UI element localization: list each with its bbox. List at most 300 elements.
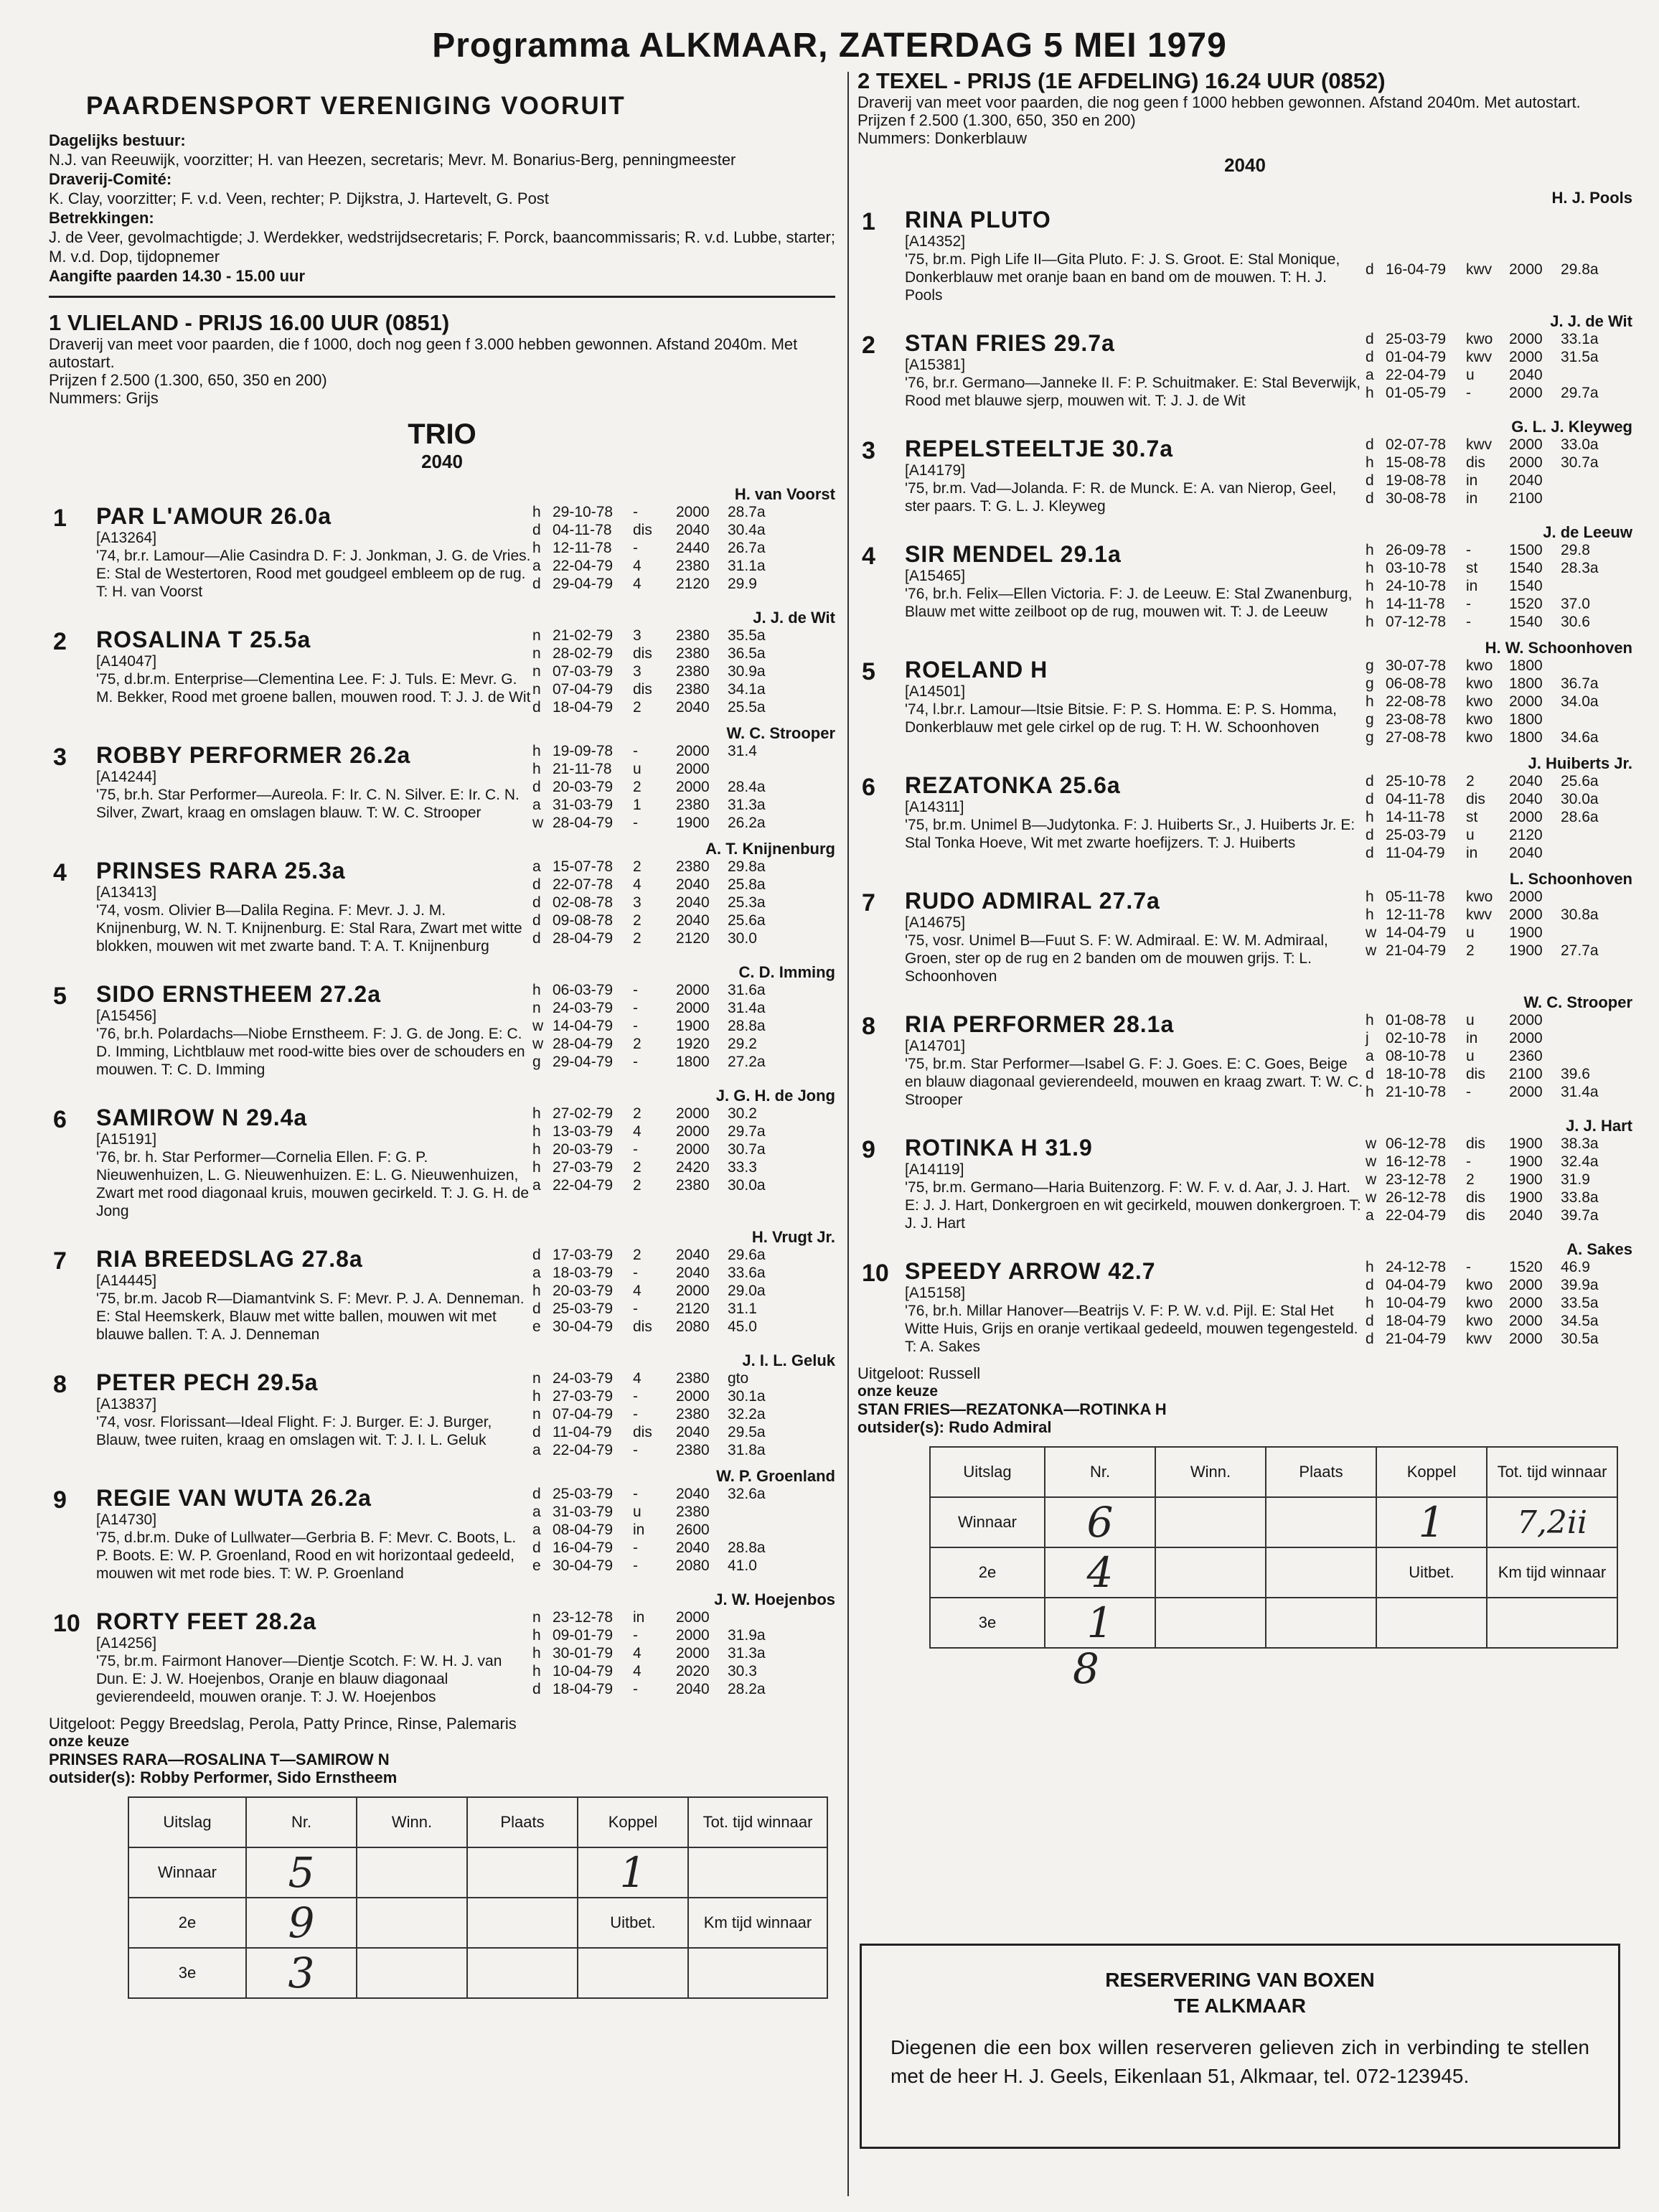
result-cell: h [532,1388,541,1405]
horse-info [96,1105,532,1220]
horse-description: '75, br.m. Star Performer—Isabel G. F: J. Goes. E: C. Goes, Beige en blauw diagonaal gevierendeeld, mouwen en kraag zwart. T: W. C. Strooper [905,1056,1363,1108]
horse-info [96,1369,532,1459]
result-row [532,503,835,521]
race1-footer [49,1715,835,1786]
result-cell: d [1366,490,1374,507]
result-cell [1561,207,1607,225]
result-cell: 2000 [1509,261,1543,278]
hdr2-winn: Winn. [1155,1447,1266,1497]
result-cell: 29.8a [728,858,766,875]
horse-driver: J. de Leeuw [1543,523,1632,541]
result-row [1366,924,1632,942]
result-row [1366,1189,1632,1206]
result-cell: 28.2a [728,1681,766,1697]
cell-2e-winn[interactable] [357,1898,467,1948]
result-cell: h [532,982,541,998]
result-cell: 29.7a [728,1123,766,1140]
result-cell: 29.2 [728,1036,757,1052]
horse-number: 1 [53,505,67,532]
horse-info [905,772,1366,862]
cell-3e-koppel[interactable] [578,1948,688,1998]
result-cell: 34.5a [1561,1313,1599,1329]
race1-uitgeloot: Uitgeloot: Peggy Breedslag, Perola, Patty Prince, Rinse, Palemaris [49,1715,517,1733]
hand2-nr-1[interactable] [1045,1497,1155,1547]
result-cell: kwo [1466,1313,1493,1329]
result-row [532,894,835,911]
result-cell: d [532,1486,541,1502]
horse-results [1366,657,1632,746]
hand-koppel[interactable] [578,1847,688,1898]
horse-code: [A14179] [905,462,966,479]
result-cell: 33.0a [1561,436,1599,453]
betrek-label: Betrekkingen: [49,209,154,227]
horse-code: [A14730] [96,1512,157,1528]
result-cell [1509,207,1561,225]
result-cell: 39.7a [1561,1207,1599,1224]
result-row [1366,888,1632,906]
horse-description: '75, d.br.m. Duke of Lullwater—Gerbria B. F: Mevr. C. Boots, L. P. Boots. E: W. P. Groenland, Rood en wit horizontaal gedeeld, mouwen wit met rode bies. T: W. P. Groenland [96,1529,517,1582]
result-cell: - [633,1301,638,1317]
result-cell: h [1366,614,1374,630]
result-cell: 30-04-79 [553,1557,614,1574]
horse-body [905,524,1632,631]
result-cell: 31.6a [728,982,766,998]
hand2-koppel[interactable] [1376,1497,1487,1547]
result-cell: 28-04-79 [553,1036,614,1052]
result-cell: 2120 [676,576,710,592]
horse-number: 3 [53,744,67,771]
result-cell: a [532,1265,541,1281]
result-row [1366,1330,1632,1348]
result-row [1366,1083,1632,1101]
result-row [532,1017,835,1035]
result-cell: 1900 [1509,1189,1543,1206]
result-cell: w [1366,924,1377,941]
cell-2e-plaats[interactable] [467,1898,578,1948]
handwritten-6: 6 [1086,1498,1114,1547]
result-cell: d [1366,1331,1374,1347]
cell2-2e-winn[interactable] [1155,1547,1266,1598]
result-cell: 23-12-78 [553,1609,614,1626]
result-row [1366,844,1632,862]
result-cell: u [1466,1048,1475,1064]
result-cell: 24-03-79 [553,1000,614,1016]
result-cell: d [532,912,541,929]
cell-3e-tot[interactable] [688,1948,827,1998]
horse-number: 8 [862,1013,875,1040]
cell-uitbet: Uitbet. [578,1898,688,1948]
hdr-koppel: Koppel [578,1797,688,1847]
result-cell: 29.8 [1561,542,1590,558]
result-row [1366,657,1632,675]
result-cell: d [532,1424,541,1440]
result-cell: st [1466,809,1478,825]
aangifte: Aangifte paarden 14.30 - 15.00 uur [49,267,306,285]
result-cell: 02-10-78 [1386,1030,1447,1046]
result-cell: 28.8a [728,1018,766,1034]
result-cell: 07-04-79 [553,1406,614,1423]
club-info [49,131,835,286]
result-row [1366,225,1632,243]
result-cell: 15-08-78 [1386,454,1447,471]
result-cell: d [1366,1277,1374,1293]
hand2-nr-2[interactable] [1045,1547,1155,1598]
result-cell: 2420 [676,1159,710,1176]
horse-number: 4 [862,543,875,570]
result-cell [1386,225,1466,243]
horse-main [905,1258,1632,1356]
result-cell [1466,207,1509,225]
result-cell: d [532,930,541,947]
race2-keuze: STAN FRIES—REZATONKA—ROTINKA H [857,1400,1167,1418]
row-3e: 3e [128,1948,246,1998]
result-cell: kwv [1466,349,1493,365]
result-cell: 26.2a [728,815,766,831]
horse-number: 9 [862,1136,875,1163]
cell2-3e-winn[interactable] [1155,1598,1266,1648]
result-cell: 08-10-78 [1386,1048,1447,1064]
comite-text: K. Clay, voorzitter; F. v.d. Veen, rechter; P. Dijkstra, J. Hartevelt, G. Post [49,189,549,207]
result-row [532,1405,835,1423]
horse-entry [49,725,835,832]
horse-main [96,742,835,832]
horse-code: [A14256] [96,1635,157,1651]
cell2-winn[interactable] [1155,1497,1266,1547]
result-cell: 30-08-78 [1386,490,1447,507]
result-cell: in [1466,472,1478,489]
result-cell: 2000 [676,1000,710,1016]
result-cell [1561,489,1607,507]
result-cell: 29-04-79 [553,576,614,592]
result-cell: 29.6a [728,1247,766,1263]
result-row [532,1246,835,1264]
result-cell: h [532,1141,541,1158]
result-cell: h [532,504,541,520]
result-row [532,1264,835,1282]
horse-name: SIR MENDEL 29.1a [905,541,1122,567]
result-cell: 14-04-79 [553,1018,614,1034]
horse-entry [49,964,835,1079]
result-row [532,1282,835,1300]
horse-info [905,1258,1366,1356]
result-cell: h [532,1159,541,1176]
result-cell [728,1503,774,1521]
result-cell: d [1366,845,1374,861]
horse-results [532,742,835,832]
horse-description: '76, br.h. Polardachs—Niobe Ernstheem. F: J. G. de Jong. E: C. D. Imming, Lichtblauw met rood-witte bies over de schouders en mouwen. T: C. D. Imming [96,1026,525,1078]
race2-desc3: Nummers: Donkerblauw [857,129,1027,147]
result-cell: 21-04-79 [1386,942,1447,959]
horse-entry [857,639,1632,746]
horse-name: RIA PERFORMER 28.1a [905,1011,1175,1037]
result-cell: 2 [633,930,641,947]
horse-main [96,1105,835,1220]
result-row [532,1387,835,1405]
result-cell: a [532,558,541,574]
cell-3e-winn[interactable] [357,1948,467,1998]
result-row [532,1140,835,1158]
result-cell: 2 [633,858,641,875]
cell2-plaats[interactable] [1266,1497,1376,1547]
hand-nr-1[interactable] [246,1847,357,1898]
result-cell: 31.4a [728,1000,766,1016]
result-cell: w [532,1036,544,1052]
result-cell: - [633,1141,638,1158]
result-cell: 2 [1466,1171,1475,1188]
result-cell [1561,577,1607,595]
result-cell: h [1366,1259,1374,1275]
horse-description: '75, vosr. Unimel B—Fuut S. F: W. Admiraal. E: W. M. Admiraal, Groen, ster op de rug en 2 banden om de mouwen grijs. T: L. Schoonhoven [905,932,1328,985]
result-cell: 2120 [1509,827,1543,843]
cell2-km: Km tijd winnaar [1487,1547,1617,1598]
horse-results [532,627,835,716]
result-cell: d [532,779,541,795]
result-cell [728,760,774,778]
horse-name: ROSALINA T 25.5a [96,627,311,652]
result-cell: h [1366,542,1374,558]
horse-description: '76, br.h. Millar Hanover—Beatrijs V. F: P. W. v.d. Pijl. E: Stal Het Witte Huis, Grijs en oranje vertikaal gedeeld, mouwen tegengesteld. T: A. Sakes [905,1303,1358,1355]
result-cell: 2380 [676,1504,710,1520]
result-cell: w [532,815,544,831]
result-cell: 1800 [1509,711,1543,728]
result-cell: 14-04-79 [1386,924,1447,941]
result-row [532,981,835,999]
result-cell: 28-04-79 [553,815,614,831]
horse-name: STAN FRIES 29.7a [905,330,1115,356]
hand-nr-2[interactable] [246,1898,357,1948]
result-cell: 32.2a [728,1406,766,1423]
result-cell: 2380 [676,558,710,574]
result-cell: 06-12-78 [1386,1135,1447,1152]
horse-body [96,1352,835,1459]
result-cell: 35.5a [728,627,766,644]
hdr2-plaats: Plaats [1266,1447,1376,1497]
result-cell: h [1366,889,1374,905]
result-cell: n [532,681,541,698]
horse-body [905,418,1632,515]
result-cell [1466,225,1509,243]
result-cell: 25-03-79 [553,1486,614,1502]
result-cell: 30.4a [728,522,766,538]
result-cell: 28.6a [1561,809,1599,825]
result-cell [728,1608,774,1626]
result-cell: 12-11-78 [1386,906,1445,923]
result-row [1366,348,1632,366]
result-cell: 22-08-78 [1386,693,1447,710]
horse-code: [A13837] [96,1396,157,1412]
result-row [1366,772,1632,790]
horse-info [96,503,532,601]
result-cell: h [532,1123,541,1140]
result-row [1366,1276,1632,1294]
result-cell: 29.7a [1561,385,1599,401]
result-cell: 16-12-78 [1386,1153,1447,1170]
result-cell: 39.9a [1561,1277,1599,1293]
result-cell: 2380 [676,1370,710,1387]
result-cell: a [532,1177,541,1194]
result-cell: 22-07-78 [553,876,614,893]
result-cell: h [1366,385,1374,401]
horse-description: '76, br.r. Germano—Janneke II. F: P. Schuitmaker. E: Stal Beverwijk, Rood met blauwe sjerp, mouwen wit. T: J. J. de Wit [905,375,1361,409]
result-cell [1561,243,1607,261]
result-cell: 2000 [1509,1313,1543,1329]
result-cell: 3 [633,627,641,644]
cell-tot[interactable] [688,1847,827,1898]
result-row [1366,207,1632,225]
horse-main [96,981,835,1079]
result-cell: 46.9 [1561,1259,1590,1275]
horse-info [96,1485,532,1583]
result-cell: - [633,1540,638,1556]
betrek-text: J. de Veer, gevolmachtigde; J. Werdekker, wedstrijdsecretaris; F. Porck, baancommissaris; R. v.d. Lubbe, starter; M. v.d. Dop, tijdopnemer [49,228,835,266]
race1-type: TRIO [408,418,476,450]
result-cell: u [633,1504,641,1520]
result-cell: 2 [633,779,641,795]
result-cell: - [1466,614,1471,630]
result-row [532,1626,835,1644]
result-cell: 1800 [1509,729,1543,746]
horse-main [905,888,1632,985]
hand2-tot[interactable] [1487,1497,1617,1547]
result-row [1366,1135,1632,1153]
result-cell: 34.1a [728,681,766,698]
result-cell: - [633,982,638,998]
result-cell: kwv [1466,261,1493,278]
race2-uitgeloot: Uitgeloot: Russell [857,1364,981,1382]
result-cell: 2 [633,1177,641,1194]
cell-winn[interactable] [357,1847,467,1898]
cell2-2e-plaats[interactable] [1266,1547,1376,1598]
result-cell: 30.7a [728,1141,766,1158]
result-row [532,911,835,929]
result-cell: 4 [633,1645,641,1662]
result-cell: w [1366,1171,1377,1188]
horse-body [96,840,835,955]
result-cell: 2000 [676,1609,710,1626]
hdr-plaats: Plaats [467,1797,578,1847]
result-cell: 2 [633,1247,641,1263]
hand-nr-3[interactable] [246,1948,357,1998]
result-row [532,1105,835,1123]
result-cell: 2000 [1509,809,1543,825]
horse-main [96,1369,835,1459]
result-row [532,1662,835,1680]
result-cell: h [1366,1295,1374,1311]
cell2-3e-tot[interactable] [1487,1598,1617,1648]
result-row [1366,366,1632,384]
result-cell: - [633,1681,638,1697]
result-cell: 39.6 [1561,1066,1590,1082]
result-cell: in [1466,1030,1478,1046]
result-cell: h [1366,596,1374,612]
cell-plaats[interactable] [467,1847,578,1898]
result-cell: 23-12-78 [1386,1171,1447,1188]
result-cell: in [633,1609,645,1626]
horse-number: 2 [862,332,875,359]
horse-number: 6 [53,1106,67,1133]
horse-entry [857,418,1632,515]
result-row [1366,1171,1632,1189]
result-cell: 28.4a [728,779,766,795]
cell2-3e-koppel[interactable] [1376,1598,1487,1648]
horse-results [532,503,835,601]
cell2-3e-plaats[interactable] [1266,1598,1376,1648]
result-cell: - [633,1406,638,1423]
horse-main [905,1011,1632,1109]
result-row [1366,1312,1632,1330]
result-cell: 2000 [1509,1084,1543,1100]
result-row [532,1158,835,1176]
result-cell: gto [728,1370,749,1387]
result-row [1366,384,1632,402]
horse-info [905,888,1366,985]
result-cell: 07-04-79 [553,681,614,698]
result-cell: d [532,894,541,911]
result-cell: 2380 [676,797,710,813]
result-cell: 2040 [1509,845,1543,861]
result-cell: dis [1466,791,1485,807]
result-row [532,680,835,698]
horse-body [96,1591,835,1706]
horse-code: [A14701] [905,1038,966,1054]
horse-info [96,627,532,716]
result-cell: 33.3 [728,1159,757,1176]
result-cell [1561,924,1607,942]
result-cell [1466,243,1509,261]
result-cell: 2000 [676,761,710,777]
horse-driver: J. J. de Wit [753,609,835,627]
cell-3e-plaats[interactable] [467,1948,578,1998]
result-cell: 29-10-78 [553,504,614,520]
horse-driver: J. W. Hoejenbos [714,1590,835,1608]
horse-main [905,436,1632,515]
horse-main [96,1608,835,1706]
result-cell: 31.9 [1561,1171,1590,1188]
race1-outsiders: outsider(s): Robby Performer, Sido Ernstheem [49,1768,398,1786]
horse-driver: H. van Voorst [734,485,835,503]
horse-number: 10 [53,1610,80,1637]
horse-name: SAMIROW N 29.4a [96,1105,308,1130]
result-cell: 4 [633,1370,641,1387]
result-cell: 2040 [1509,773,1543,789]
handwritten-3: 3 [288,1949,315,1997]
result-cell: 25.6a [728,912,766,929]
hand2-nr-3[interactable] [1045,1598,1155,1648]
horse-code: [A13264] [96,530,157,546]
result-cell: 02-07-78 [1386,436,1447,453]
horse-driver: J. J. de Wit [1550,312,1632,330]
race1-horse-list [49,486,835,1706]
result-cell [1561,1011,1607,1029]
handwritten-koppel: 1 [619,1848,647,1897]
horse-body [96,1087,835,1220]
result-cell: 01-05-79 [1386,385,1447,401]
result-cell: 24-03-79 [553,1370,614,1387]
result-cell: d [532,576,541,592]
result-cell: in [1466,490,1478,507]
result-cell: 2380 [676,1406,710,1423]
result-cell [1561,366,1607,384]
cell-km: Km tijd winnaar [688,1898,827,1948]
result-cell: dis [1466,1189,1485,1206]
horse-name: ROELAND H [905,657,1048,683]
result-cell: 4 [633,1283,641,1299]
result-row [532,1521,835,1539]
result-row [532,999,835,1017]
result-cell: dis [633,1424,652,1440]
result-cell: - [633,1442,638,1458]
result-cell: 3 [633,894,641,911]
